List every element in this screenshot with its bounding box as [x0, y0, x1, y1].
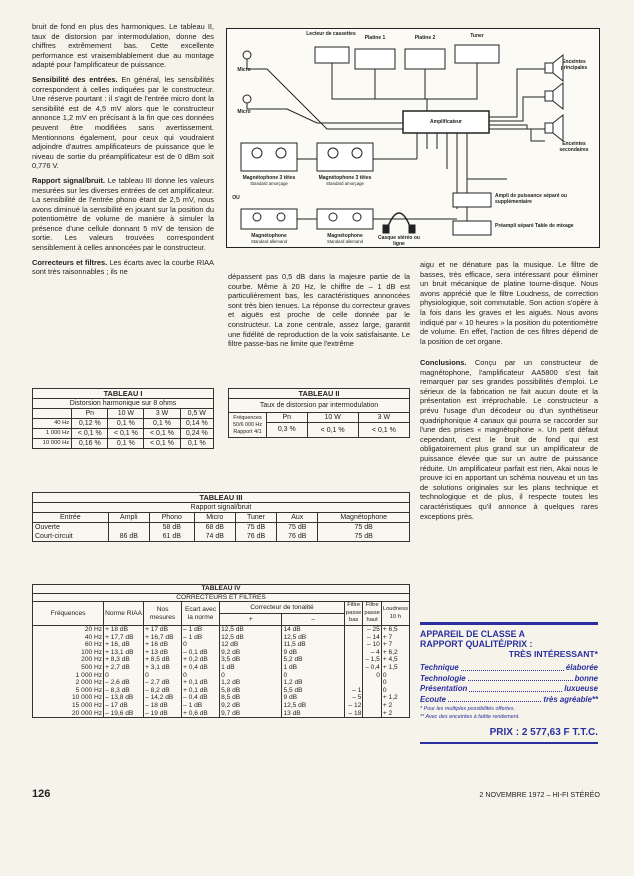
table-cell: 0,3 % [267, 423, 308, 438]
table-cell: 76 dB [277, 532, 318, 542]
table-column-plus [220, 625, 282, 717]
table-column-filtre-haut [363, 625, 381, 717]
table-cell: < 0,1 % [144, 429, 180, 439]
table-cell: 1,2 dB [221, 679, 241, 687]
table-cell: + 7 [382, 633, 393, 641]
table-cell: + 1,5 [382, 663, 398, 671]
table-cell: 1,2 dB [283, 679, 303, 687]
table-cell: + 0,1 dB [183, 686, 208, 694]
table-column-filtre-bas [344, 625, 362, 717]
table-header: 0,5 W [180, 409, 213, 419]
label-ou: OU [232, 195, 240, 201]
paragraph [32, 75, 214, 171]
rating-label: Technologie [420, 673, 466, 683]
table-column-loudness [381, 625, 409, 717]
table-cell: 11,5 dB [283, 641, 306, 649]
table-cell: 12 dB [221, 641, 239, 649]
paragraph [32, 258, 214, 277]
table-cell: – 25 [367, 625, 380, 633]
table-cell: + 2,7 dB [105, 663, 130, 671]
label-micro: Micro [237, 109, 251, 115]
table-cell: 75 dB [318, 523, 410, 533]
rating-title: TRÈS INTÉRESSANT* [508, 649, 598, 659]
table-cell: 500 Hz [81, 663, 103, 671]
table-cell: – 17 dB [105, 701, 128, 709]
table-cell: – 14 [367, 633, 380, 641]
rating-line [420, 674, 598, 685]
rating-value: luxueuse [564, 684, 598, 693]
table-cell: 1 000 Hz [33, 429, 72, 439]
table-cell: + 6,5 [382, 625, 398, 633]
table-cell: – 14,2 dB [145, 694, 174, 702]
table-cell: 58 dB [149, 523, 194, 533]
footnote: ** Avec des enceintes à faible rendement. [420, 714, 520, 720]
table-cell: 9,2 dB [221, 648, 241, 656]
table-row-label: Fréquences 50/6 000 Hz Rapport 4/1 [229, 413, 267, 438]
table-header: Filtre passe haut [363, 602, 381, 626]
table-header: 3 W [358, 413, 409, 423]
table-cell: 0 [183, 671, 187, 679]
rating-label: Technique [420, 663, 459, 672]
table-cell: – 8,3 dB [105, 686, 130, 694]
table-cell: 0,1 % [144, 419, 180, 429]
table-cell: < 0,1 % [307, 423, 358, 438]
diagram-wires [227, 29, 601, 249]
rating-line [420, 684, 598, 695]
table-cell: 0,1 % [108, 439, 144, 449]
table-cell: + 1,2 [382, 694, 398, 702]
table-cell: – 1 [352, 686, 362, 694]
rating-label: Ecoute [420, 694, 446, 704]
table-row [33, 439, 214, 449]
label-platine-1: Platine 1 [364, 35, 386, 41]
table-cell: 40 Hz [33, 419, 72, 429]
table-cell: 0 [382, 671, 387, 679]
table-cell: – 4 [370, 648, 380, 656]
section-heading: Rapport signal/bruit. [32, 175, 105, 185]
table-cell: + 0,2 dB [183, 656, 208, 664]
table-header: Filtre passe bas [344, 602, 362, 626]
rating-value: très agréable** [543, 694, 598, 704]
table-cell [346, 656, 361, 664]
table-cell [346, 672, 361, 680]
table-cell [346, 649, 361, 657]
table-cell: 61 dB [149, 532, 194, 542]
table-header: Phono [149, 513, 194, 523]
table-cell: 5,2 dB [283, 656, 303, 664]
connection-diagram [226, 28, 600, 248]
table-header: Tuner [235, 513, 276, 523]
table-header: – [282, 614, 344, 626]
table-header: 10 W [108, 409, 144, 419]
table-column-minus [282, 625, 344, 717]
table-column-freq [33, 625, 104, 717]
table-header: 10 W [307, 413, 358, 423]
table-cell: – 5 [352, 694, 362, 702]
table-subtitle: Rapport signal/bruit [33, 503, 410, 513]
divider [420, 622, 598, 625]
label-amplificateur: Amplificateur [430, 119, 462, 125]
rating-title: RAPPORT QUALITÉ/PRIX : [420, 639, 533, 649]
label-magnetophone-3-tetes: Magnétophone 3 têtes Standard amorçage [242, 175, 296, 186]
paragraph: aigu et ne dénature pas la musique. Le filtre de basses, très efficace, sera intéressant pour éliminer un bruit mécanique de platine tourne-disque. Nous avons apprécié que le filtre Loudness, de correction physiologique, soit commutable. Son action s'opère à la fois dans les graves et les aiguës. Nous avons indiqué par « 10 heures » la position du potentiomètre de volume. En effet, l'action de ces filtres dépend de la position de cet organe. [420, 260, 598, 346]
table-cell: 9 dB [283, 694, 298, 702]
table-cell [346, 679, 361, 687]
table-cell: 5,8 dB [221, 686, 241, 694]
table-cell: 5,5 dB [283, 686, 303, 694]
table-cell: 14 dB [283, 625, 301, 633]
table-cell: + 0,1 dB [183, 679, 208, 687]
table-cell: 20 Hz [84, 625, 103, 633]
table-cell [108, 523, 149, 533]
label-tuner: Tuner [470, 33, 484, 39]
footnote: * Pour les multiples possibilités offertes. [420, 706, 515, 712]
table-header: Micro [194, 513, 235, 523]
section-heading: Correcteurs et filtres. [32, 257, 108, 267]
table-cell: + 18 dB [105, 625, 128, 633]
table-header [33, 409, 72, 419]
table-title: TABLEAU III [33, 493, 410, 503]
table-4 [32, 584, 410, 718]
table-cell: – 2,7 dB [145, 679, 170, 687]
table-cell: + 8,3 dB [105, 656, 130, 664]
table-cell: 60 Hz [84, 641, 103, 649]
table-cell: 13 dB [283, 709, 301, 717]
table-cell: + 16, dB [105, 641, 130, 649]
table-cell: 12,5 dB [283, 701, 307, 709]
table-cell: < 0,1 % [72, 429, 108, 439]
table-header: 3 W [144, 409, 180, 419]
table-2 [228, 388, 410, 438]
table-cell: < 0,1 % [358, 423, 409, 438]
table-cell: – 10 [367, 641, 380, 649]
table-header: Fréquences [33, 602, 104, 626]
table-cell: – 18 dB [145, 701, 168, 709]
table-cell: + 0,6 dB [183, 709, 208, 717]
table-cell: 0,14 % [180, 419, 213, 429]
table-cell: 12,5 dB [221, 633, 244, 641]
label-casque: Casque stéréo ou ligne [378, 235, 420, 247]
table-cell: 75 dB [277, 523, 318, 533]
table-cell: 1 dB [283, 663, 298, 671]
table-header: Pn [267, 413, 308, 423]
divider [420, 742, 598, 744]
table-cell: + 16,7 dB [145, 633, 174, 641]
table-cell: + 7 [382, 641, 393, 649]
rating-line [420, 695, 598, 706]
table-header: + [220, 614, 282, 626]
table-cell: 1 000 Hz [75, 671, 103, 679]
label-enceintes-principales: Enceintes principales [560, 59, 588, 71]
table-cell: 0 [183, 641, 187, 649]
table-column-ecart [182, 625, 220, 717]
table-cell: 200 Hz [81, 656, 103, 664]
table-cell: 0 [283, 671, 288, 679]
table-cell: + 6,2 [382, 648, 398, 656]
table-cell: 2 000 Hz [75, 679, 103, 687]
table-cell: + 8,5 dB [145, 656, 170, 664]
table-header: Pn [72, 409, 108, 419]
section-heading: Conclusions. [420, 358, 467, 367]
section-heading: Sensibilité des entrées. [32, 74, 118, 84]
table-cell [364, 702, 379, 710]
table-cell: 0 [145, 671, 149, 679]
label-magnetophone-standard: Magnétophone Standard allemand [250, 233, 288, 244]
table-cell: – 13,8 dB [105, 694, 134, 702]
table-header: Norme RIAA [104, 602, 144, 626]
table-subtitle: CORRECTEURS ET FILTRES [33, 593, 410, 602]
table-cell: + 13,1 dB [105, 648, 134, 656]
table-header: Ampli [108, 513, 149, 523]
table-cell: 68 dB [194, 523, 235, 533]
table-cell: 0,12 % [72, 419, 108, 429]
table-column-norme [104, 625, 144, 717]
text-column-3-conclusion [420, 358, 598, 526]
label-lecteur: Lecteur de cassettes [306, 31, 356, 37]
table-body [33, 625, 410, 717]
table-subtitle: Distorsion harmonique sur 8 ohms [33, 399, 214, 409]
table-title: TABLEAU II [229, 389, 410, 399]
table-cell [346, 626, 361, 634]
table-cell: 0,16 % [72, 439, 108, 449]
table-header: Correcteur de tonalité [220, 602, 345, 614]
table-3 [32, 492, 410, 542]
text-column-2 [228, 272, 410, 354]
table-cell: 0 [382, 679, 387, 687]
table-cell: 15 000 Hz [72, 701, 103, 709]
table-cell: < 0,1 % [108, 429, 144, 439]
table-cell: – 19,6 dB [105, 709, 134, 717]
table-cell: 0,24 % [180, 429, 213, 439]
rating-label: Présentation [420, 684, 468, 693]
label-magnetophone-standard: Magnétophone Standard allemand [326, 233, 364, 244]
table-cell: < 0,1 % [144, 439, 180, 449]
table-row [33, 419, 214, 429]
paragraph: dépassent pas 0,5 dB dans la majeure partie de la courbe. Même à 20 Hz, le chiffre de – 1 dB est particulièrement bas, les caractéristiques annoncées sont très bien tenues. La réponse du correcteur graves et aiguës est proche de celle donnée par le constructeur. La zone centrale, assez large, garantit une fidélité de reproduction de la voix satisfaisante. Le filtre passe-bas ne limite que l'extrême [228, 272, 410, 349]
table-cell: 10 000 Hz [72, 694, 103, 702]
table-cell: 75 dB [318, 532, 410, 542]
table-cell: 75 dB [235, 523, 276, 533]
table-cell [364, 679, 379, 687]
table-cell: 9,2 dB [221, 701, 241, 709]
rating-box [420, 622, 598, 744]
table-cell: Court-circuit [33, 532, 109, 542]
table-cell: – 18 [348, 709, 362, 717]
table-cell: 20 000 Hz [72, 709, 103, 717]
label-enceintes-secondaires: Enceintes secondaires [559, 141, 589, 153]
page-footer: 2 NOVEMBRE 1972 – HI-FI STÉRÉO [479, 790, 600, 799]
table-cell: 12,5 dB [221, 625, 244, 633]
page-number: 126 [32, 788, 51, 800]
table-1 [32, 388, 214, 449]
table-column-nos [144, 625, 182, 717]
table-cell: Ouverte [33, 523, 109, 533]
text-column-1 [32, 22, 214, 282]
table-header: Magnétophone [318, 513, 410, 523]
table-cell: 3,5 dB [221, 656, 241, 664]
rating-value: élaborée [565, 663, 598, 672]
table-cell: 10 000 Hz [33, 439, 72, 449]
rating-title: APPAREIL DE CLASSE A [420, 629, 525, 639]
table-cell: + 0,4 dB [183, 663, 208, 671]
table-header: Ecart avec la norme [182, 602, 220, 626]
text-column-3 [420, 260, 598, 351]
table-cell: – 0,1 dB [183, 648, 208, 656]
table-cell: – 19 dB [145, 709, 168, 717]
paragraph-text: Les écarts avec la courbe RIAA sont très raisonnables ; ils ne [32, 257, 214, 277]
label-ampli-puissance: Ampli de puissance séparé ou supplémentaire [495, 193, 567, 205]
table-cell: – 1 dB [183, 701, 203, 709]
paragraph: bruit de fond en plus des harmoniques. Le tableau II, taux de distorsion par intermodulation, donne des chiffres extrêmement bas. Cette excellente performance est vraisemblablement due au montage adapté pour l'amplificateur de puissance. [32, 22, 214, 70]
table-cell: + 2 [382, 701, 393, 709]
table-cell: – 12 [348, 701, 362, 709]
table-cell: – 2,6 dB [105, 679, 130, 687]
table-cell: + 16 dB [145, 641, 168, 649]
label-preampli: Préampli séparé Table de mixage [495, 223, 574, 229]
paragraph [32, 176, 214, 253]
table-cell [346, 634, 361, 642]
paragraph-text: Conçu par un constructeur de magnétophone, l'amplificateur AA5800 s'est fait remarquer par ses grandes possibilités d'emploi. Le sérieux de la fabrication ne fait aucun doute et la présentation est irréprochable. Le constructeur a prévu l'usage d'un décodeur ou d'un synthétiseur quadriphonique 4 canaux qui pourra se raccorder sur l'une des prises « magnétophone ». Un petit défaut cependant, c'est le bruit de fond qui est obligatoirement plus grand sur un amplificateur de puissance élevée que sur un autre de puissance réduite. Un amplificateur parfait est rien, Akai nous le prouve ici en apportant un schéma nouveau et un tas de solutions originales sur les plans technique et technologique et de plus, il respecte toutes les caractéristiques qu'il annonce à quelques rares exceptions près. [420, 358, 598, 521]
table-cell: 74 dB [194, 532, 235, 542]
table-cell: 5 000 Hz [75, 686, 103, 694]
table-cell: 9,7 dB [221, 709, 241, 717]
table-row [33, 532, 410, 542]
table-cell: – 1 dB [183, 633, 203, 641]
paragraph [420, 358, 598, 521]
table-cell: + 17,7 dB [105, 633, 134, 641]
table-cell: 86 dB [108, 532, 149, 542]
table-cell [364, 694, 379, 702]
table-cell [346, 664, 361, 672]
table-cell: – 1 dB [183, 625, 203, 633]
table-title: TABLEAU IV [33, 585, 410, 594]
table-cell [364, 710, 379, 718]
rating-line [420, 663, 598, 674]
table-cell: 1 dB [221, 663, 235, 671]
price-value: 2 577,63 F T.T.C. [521, 727, 598, 738]
table-cell: 0 [376, 671, 380, 679]
table-cell: 8,5 dB [221, 694, 241, 702]
table-cell [364, 687, 379, 695]
table-subtitle: Taux de distorsion par intermodulation [229, 399, 410, 413]
table-cell: 0 [221, 671, 225, 679]
table-cell: – 1,5 [365, 656, 380, 664]
table-cell [346, 641, 361, 649]
price-label: PRIX : [489, 727, 520, 738]
table-cell: 0 [382, 686, 387, 694]
table-cell: 100 Hz [81, 648, 103, 656]
label-micro: Micro [237, 67, 251, 73]
table-cell: 12,5 dB [283, 633, 307, 641]
table-row [33, 429, 214, 439]
table-cell: + 3,1 dB [145, 663, 170, 671]
table-cell: 0,1 % [108, 419, 144, 429]
table-title: TABLEAU I [33, 389, 214, 399]
paragraph-text: Le tableau III donne les valeurs mesurées sur les diverses entrées de cet amplificateur. La sensibilité de l'entrée phono étant de 2,5 mV, nous avons diminué la sensibilité en jouant sur la position du potentiomètre de volume de manière à simuler la présence d'une cellule donnant 5 mV de tension de sortie. Les valeurs trouvées correspondent sensiblement à celles annoncées par le constructeur. [32, 175, 215, 253]
table-cell: 40 Hz [84, 633, 103, 641]
table-header: Nos mesures [144, 602, 182, 626]
table-row [33, 523, 410, 533]
paragraph-text: En général, les sensibilités correspondent à celles indiquées par le constructeur. Une réserve pourtant : il s'agit de l'entrée micro dont la sensibilité est de 4,5 mV alors que le constructeur annonce 1,2 mV en précisant à la fin que ces données peuvent être modifiées sans avertissement. Mentionnons également, pour ceux qui voudraient adjoindre d'autres amplificateurs de puissance que le niveau de sortie du préamplificateur est de 0 dBm soit 0,776 V. [32, 74, 214, 171]
price [420, 727, 598, 738]
table-cell: + 13 dB [145, 648, 168, 656]
table-cell: + 17 dB [145, 625, 168, 633]
table-cell: 9 dB [283, 648, 298, 656]
table-cell: – 0,4 [365, 663, 380, 671]
table-header: Aux [277, 513, 318, 523]
table-cell: 0,1 % [180, 439, 213, 449]
table-cell: – 0,4 dB [183, 694, 208, 702]
table-cell: + 4,5 [382, 656, 398, 664]
table-cell: 76 dB [235, 532, 276, 542]
table-cell: + 2 [382, 709, 393, 717]
table-cell: – 8,2 dB [145, 686, 170, 694]
label-magnetophone-3-tetes: Magnétophone 3 têtes Standard amorçage [318, 175, 372, 186]
table-cell: 0 [105, 671, 109, 679]
table-header: Loudness 10 h [381, 602, 409, 626]
rating-value: bonne [574, 673, 598, 683]
table-header: Entrée [33, 513, 109, 523]
label-platine-2: Platine 2 [414, 35, 436, 41]
